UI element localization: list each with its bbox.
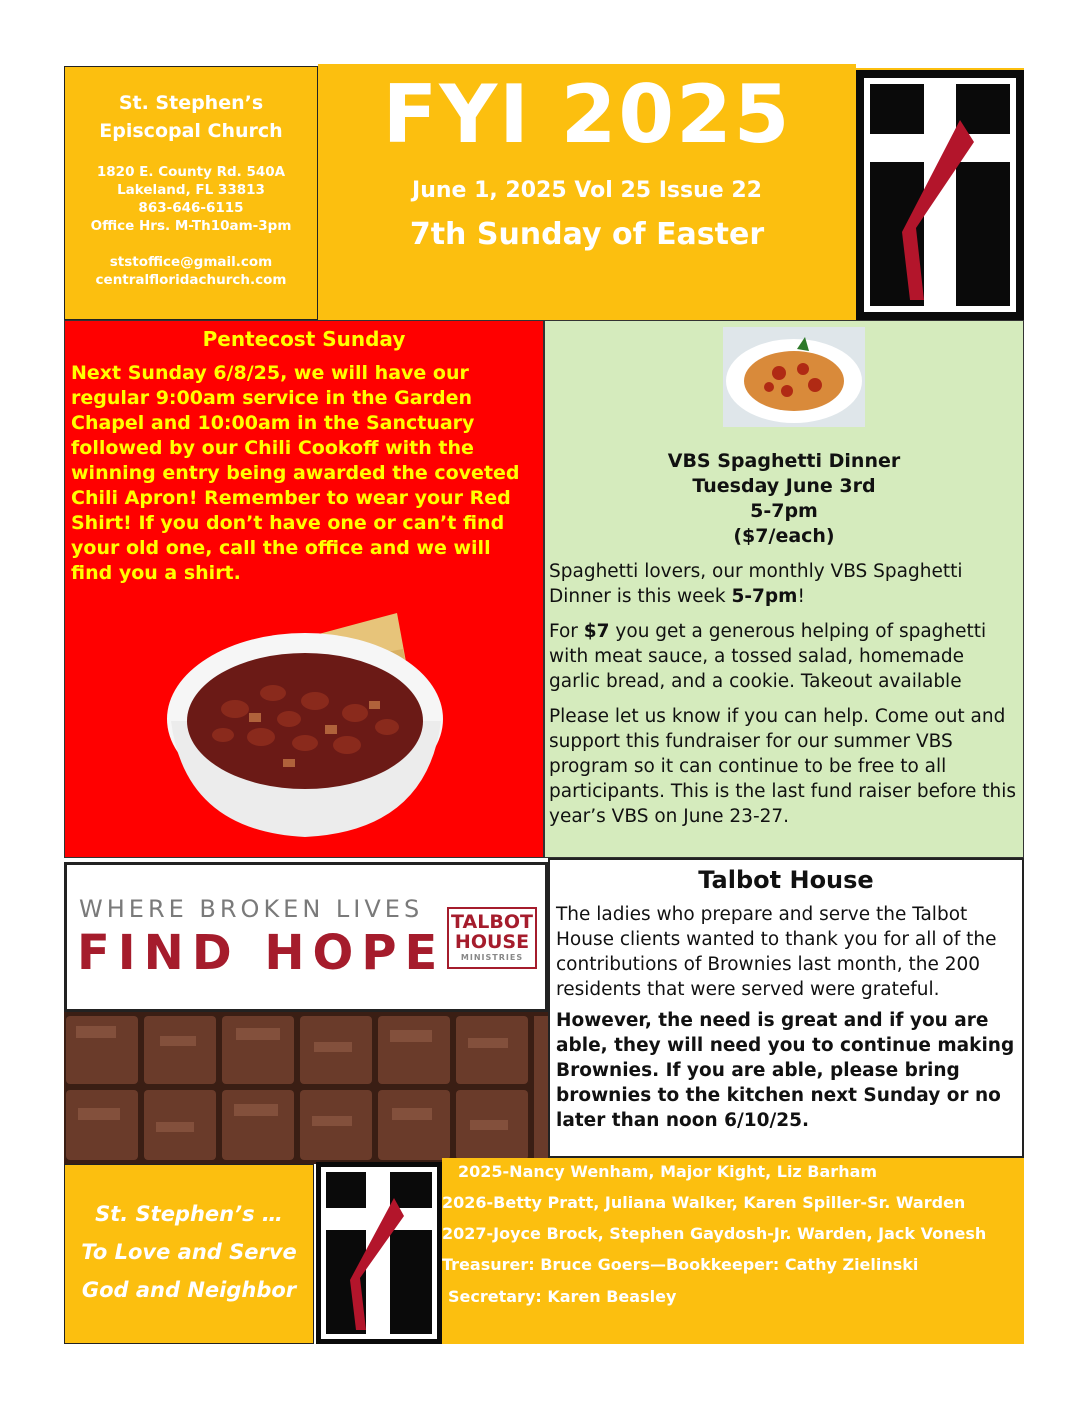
website-address: centralfloridachurch.com — [95, 272, 287, 288]
masthead — [318, 64, 856, 320]
vbs-p2-text: you get a generous helping of spaghetti with meat sauce, a tossed salad, homemade garlic bread, and a cookie. Takeout available — [549, 621, 987, 692]
brownies-photo — [64, 1012, 550, 1164]
motto-box — [64, 1164, 314, 1344]
church-info-box — [64, 66, 318, 320]
banner-headline: FIND HOPE — [77, 925, 446, 981]
talbot-house-logo — [447, 907, 537, 969]
secretary-line: Secretary: Karen Beasley — [448, 1287, 677, 1306]
talbot-banner — [64, 862, 548, 1012]
logo-talbot: TALBOT — [451, 911, 533, 933]
vbs-p1-end: ! — [797, 586, 805, 607]
cross-logo-icon — [856, 68, 1024, 320]
vbs-time: 5-7pm — [750, 500, 818, 522]
vestry-box — [442, 1158, 1024, 1344]
vestry-2025: 2025-Nancy Wenham, Major Kight, Liz Barham — [458, 1162, 878, 1181]
banner-tagline: WHERE BROKEN LIVES — [79, 895, 424, 923]
logo-house: HOUSE — [454, 931, 530, 953]
talbot-title: Talbot House — [698, 866, 874, 894]
address-line1: 1820 E. County Rd. 540A — [96, 164, 286, 180]
vbs-price: ($7/each) — [733, 525, 835, 547]
vbs-paragraph-1 — [549, 559, 1017, 609]
liturgical-sunday: 7th Sunday of Easter — [409, 217, 765, 252]
pentecost-body: Next Sunday 6/8/25, we will have our regular 9:00am service in the Garden Chapel and 10:00am in the Sanctuary followed by our Chili Cookoff with the winning entry being awarded the coveted Chili Apron! Remember to wear your Red Shirt! If you don’t have one or can’t find your old one, call the office and we will find you a shirt. — [71, 362, 520, 584]
talbot-paragraph-2: However, the need is great and if you are able, they will need you to continue making Brownies. If you are able, please bring brownies to the kitchen next Sunday or no later than noon 6/10/25. — [556, 1010, 1015, 1131]
church-name-line2: Episcopal Church — [99, 120, 283, 142]
vestry-2027: 2027-Joyce Brock, Stephen Gaydosh-Jr. Warden, Jack Vonesh — [442, 1224, 987, 1243]
vbs-dinner-section — [544, 320, 1024, 858]
vbs-p1-text: Spaghetti lovers, our monthly VBS Spaghetti Dinner is this week — [549, 561, 963, 607]
motto-line2: To Love and Serve — [81, 1240, 297, 1264]
newsletter-title: FYI 2025 — [382, 68, 792, 161]
pentecost-title: Pentecost Sunday — [202, 327, 406, 351]
chili-bowl-photo — [165, 609, 455, 841]
phone-number: 863-646-6115 — [138, 200, 244, 216]
church-name — [65, 89, 317, 145]
office-hours: Office Hrs. M-Th10am-3pm — [90, 218, 292, 234]
motto-line3: God and Neighbor — [81, 1278, 297, 1302]
email-address: ststoffice@gmail.com — [109, 254, 273, 270]
church-address — [65, 163, 317, 235]
issue-info: June 1, 2025 Vol 25 Issue 22 — [412, 178, 762, 203]
footer-logo — [316, 1162, 442, 1344]
vbs-title: VBS Spaghetti Dinner — [667, 450, 901, 472]
vbs-p1-time: 5-7pm — [731, 586, 798, 607]
vbs-heading — [545, 449, 1023, 549]
vestry-2026: 2026-Betty Pratt, Juliana Walker, Karen Spiller-Sr. Warden — [442, 1193, 966, 1212]
vbs-body — [549, 559, 1017, 839]
vbs-p2-price: $7 — [583, 621, 610, 642]
vbs-paragraph-2 — [549, 619, 1017, 694]
vbs-date: Tuesday June 3rd — [692, 475, 876, 497]
vbs-paragraph-3: Please let us know if you can help. Come out and support this fundraiser for our summer VBS program so it can continue to be free to all participants. This is the last fund raiser before this year’s VBS on June 23-27. — [549, 706, 1017, 827]
talbot-paragraph-1: The ladies who prepare and serve the Talbot House clients wanted to thank you for all of the contributions of Brownies last month, the 200 residents that were served were grateful. — [556, 904, 997, 1000]
logo-ministries: MINISTRIES — [460, 953, 524, 962]
cross-logo-icon — [316, 1162, 442, 1344]
spaghetti-photo — [723, 327, 865, 427]
treasurer-line: Treasurer: Bruce Goers—Bookkeeper: Cathy Zielinski — [442, 1255, 919, 1274]
vbs-p2-start: For — [549, 621, 584, 642]
motto-line1: St. Stephen’s … — [95, 1202, 283, 1226]
brownies-icon — [64, 1012, 550, 1164]
church-contact — [65, 253, 317, 289]
church-logo — [856, 68, 1024, 320]
pentecost-section — [64, 320, 544, 858]
address-line2: Lakeland, FL 33813 — [117, 182, 265, 198]
talbot-house-section — [548, 858, 1024, 1158]
church-name-line1: St. Stephen’s — [118, 92, 264, 114]
